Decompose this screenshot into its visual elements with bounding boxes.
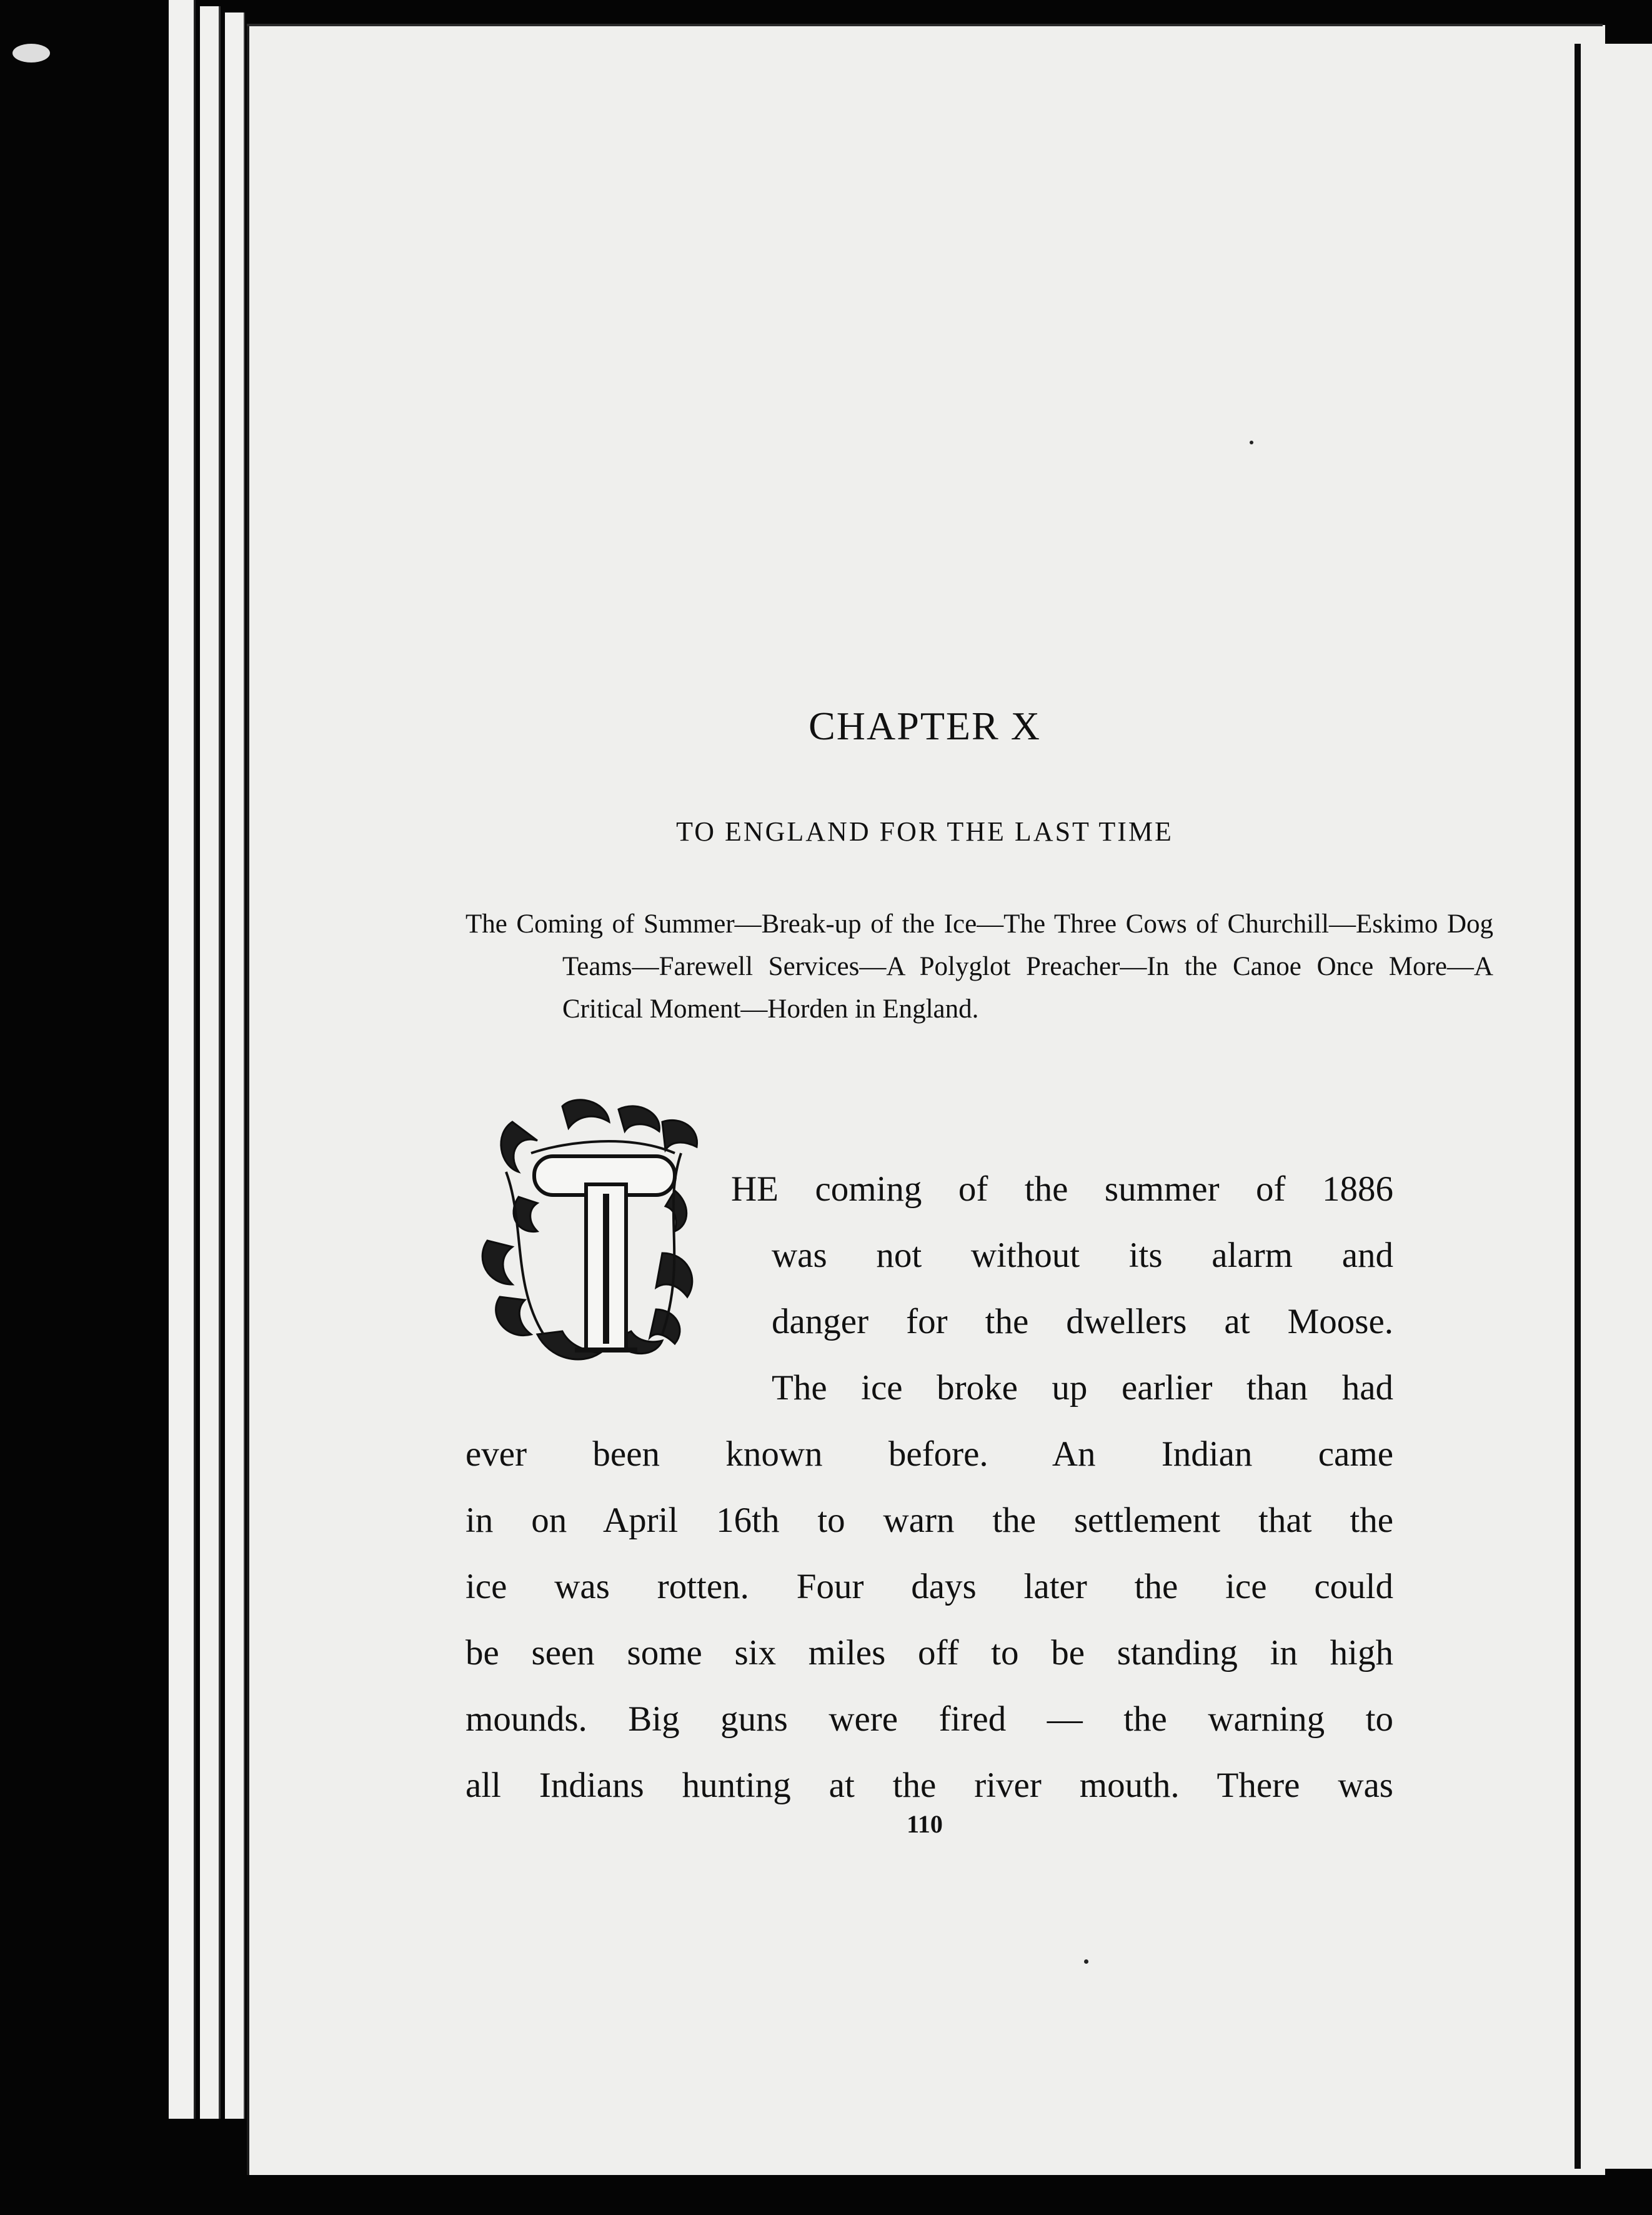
facing-page-edge	[1575, 44, 1652, 2169]
text-line: be seen some six miles off to be standing in high	[465, 1633, 1393, 1672]
book-edge	[169, 0, 196, 2119]
text-line: in on April 16th to warn the settlement that the	[465, 1501, 1393, 1540]
body-text	[465, 1156, 1393, 1819]
scan-artifact	[12, 44, 50, 62]
chapter-synopsis: The Coming of Summer—Break-up of the Ice—The Three Cows of Churchill—Eskimo Dog Teams—Farewell Services—A Polyglot Preacher—In the Canoe Once More—A Critical Moment—Horden in England.	[465, 909, 1493, 1024]
text-line: was not without its alarm and	[772, 1236, 1393, 1275]
text-line: The ice broke up earlier than had	[772, 1368, 1393, 1408]
scan-artifact	[1250, 441, 1253, 444]
page-number: 110	[907, 1810, 943, 1838]
scan-artifact	[1084, 1959, 1088, 1964]
book-page	[247, 25, 1605, 2175]
text-line: mounds. Big guns were fired — the warning to	[465, 1699, 1393, 1739]
chapter-title: CHAPTER X	[809, 704, 1041, 748]
text-line: ice was rotten. Four days later the ice could	[465, 1567, 1393, 1606]
text-line: HE coming of the summer of 1886	[731, 1169, 1393, 1209]
text-line: all Indians hunting at the river mouth. There was	[465, 1766, 1393, 1805]
chapter-subtitle: TO ENGLAND FOR THE LAST TIME	[676, 816, 1173, 847]
text-line: ever been known before. An Indian came	[465, 1434, 1393, 1474]
book-edge	[225, 12, 245, 2119]
text-line: danger for the dwellers at Moose.	[772, 1302, 1393, 1341]
book-edge	[200, 6, 221, 2119]
page-top-edge	[247, 24, 1603, 26]
